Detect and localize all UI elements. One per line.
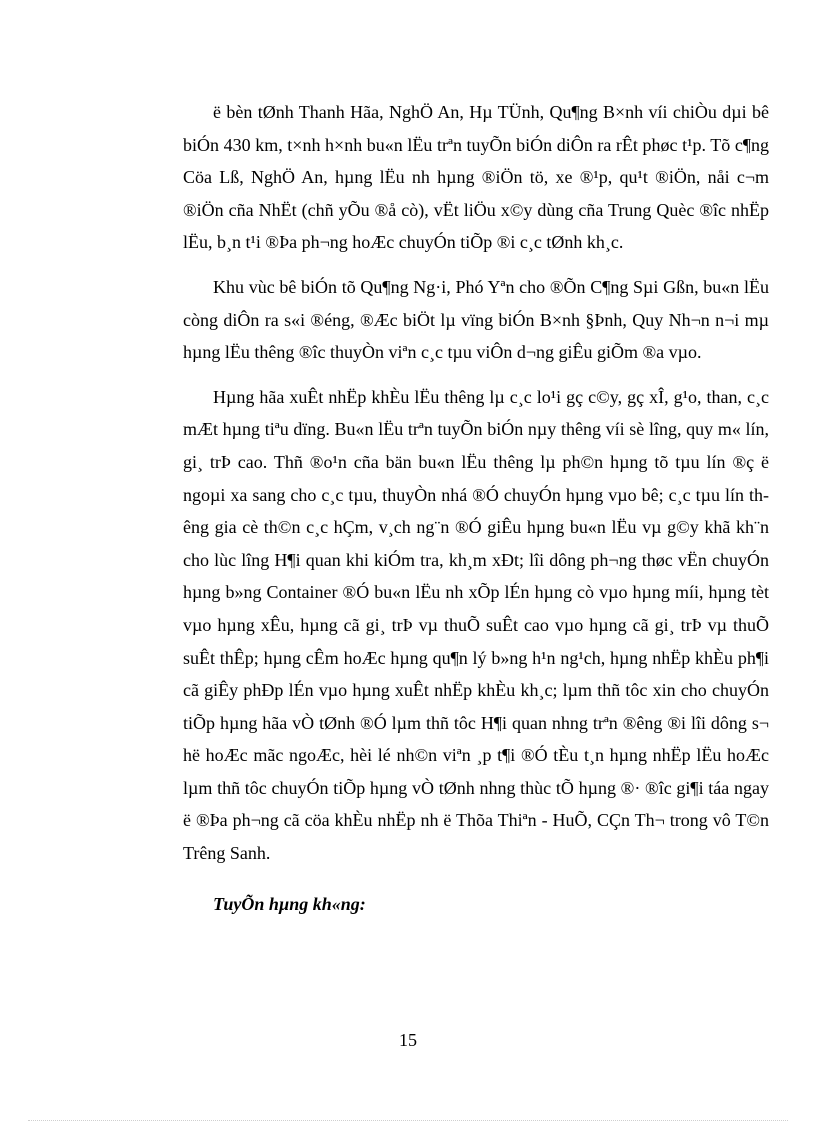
paragraph-1: ë bèn tØnh Thanh Hãa, NghÖ An, Hµ TÜnh, Qu¶ng B×nh víi chiÒu dµi bê biÓn 430 km, t×nh h×nh bu«n lËu trªn tuyÕn biÓn diÔn ra rÊt phøc t¹p. Tõ c¶ng Cöa Lß, NghÖ An, hµng lËu nh hµng ®iÖn tö, xe ®¹p, qu¹t ®iÖn, nåi c¬m ®iÖn cña NhËt (chñ yÕu ®å cò), vËt liÖu x©y dùng cña Trung Quèc ®îc nhËp lËu, b¸n t¹i ®Þa ph¬ng hoÆc chuyÓn tiÕp ®i c¸c tØnh kh¸c. (183, 102, 769, 253)
page-number: 15 (399, 1030, 417, 1050)
paragraph-2: Khu vùc bê biÓn tõ Qu¶ng Ng·i, Phó Yªn cho ®Õn C¶ng Sµi Gßn, bu«n lËu còng diÔn ra s«i ®éng, ®Æc biÖt lµ vïng biÓn B×nh §Þnh, Quy Nh¬n n¬i mµ hµng lËu thêng ®îc thuyÒn viªn c¸c tµu viÔn d¬ng giÊu giÕm ®a vµo. (183, 276, 769, 363)
section-heading: TuyÕn hµng kh«ng: (213, 893, 366, 914)
body-text (183, 96, 769, 920)
page-bottom-divider (28, 1120, 788, 1121)
paragraph-3: Hµng hãa xuÊt nhËp khÈu lËu thêng lµ c¸c lo¹i gç c©y, gç xÎ, g¹o, than, c¸c mÆt hµng tiªu dïng. Bu«n lËu trªn tuyÕn biÓn nµy thêng víi sè lîng, quy m« lín, gi¸ trÞ cao. Thñ ®o¹n cña bän bu«n lËu thêng lµ ph©n hµng tõ tµu lín ®ç ë ngoµi xa sang cho c¸c tµu, thuyÒn nhá ®Ó chuyÓn hµng vµo bê; c¸c tµu lín thêng gia cè th©n c¸c hÇm, v¸ch ng¨n ®Ó giÊu hµng bu«n lËu vµ g©y khã kh¨n cho lùc lîng H¶i quan khi kiÓm tra, kh¸m xÐt; lîi dông ph¬ng thøc vËn chuyÓn hµng b»ng Container ®Ó bu«n lËu nh xÕp lÉn hµng cò vµo hµng míi, hµng tèt vµo hµng xÊu, hµng cã gi¸ trÞ vµ thuÕ suÊt cao vµo hµng cã gi¸ trÞ vµ thuÕ suÊt thÊp; hµng cÊm hoÆc hµng qu¶n lý b»ng h¹n ng¹ch, hµng nhËp khÈu ph¶i cã giÊy phÐp lÉn vµo hµng xuÊt nhËp khÈu kh¸c; lµm thñ tôc xin cho chuyÓn tiÕp hµng hãa vÒ tØnh ®Ó lµm thñ tôc H¶i quan nhng trªn ®êng ®i lîi dông s¬ hë hoÆc mãc ngoÆc, hèi lé nh©n viªn ¸p t¶i ®Ó tÈu t¸n hµng nhËp lËu hoÆc lµm thñ tôc chuyÓn tiÕp hµng vÒ tØnh nhng thùc tÕ hµng ®· ®îc gi¶i táa ngay ë ®Þa ph¬ng cã cöa khÈu nhËp nh ë Thõa Thiªn - HuÕ, CÇn Th¬ trong vô T©n Trêng Sanh. (183, 386, 769, 864)
